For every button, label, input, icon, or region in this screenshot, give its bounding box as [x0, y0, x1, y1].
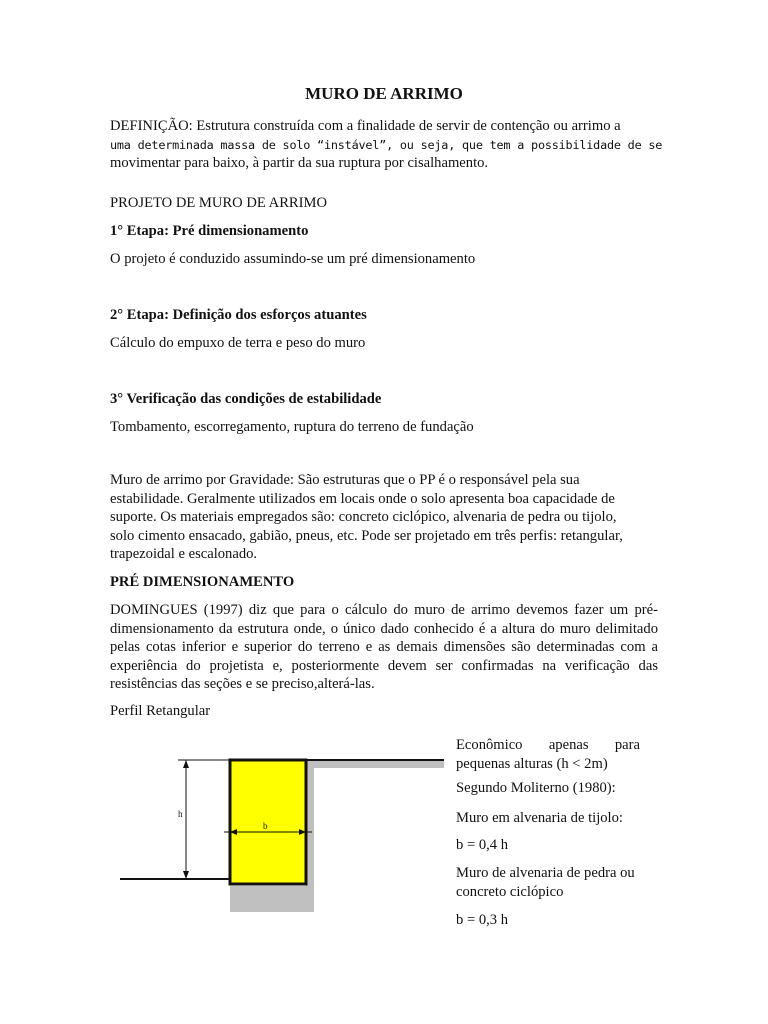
retaining-wall-figure [120, 726, 450, 916]
b-label: b [263, 821, 268, 831]
note-b-pedra: b = 0,3 h [456, 912, 509, 928]
pre-dim-heading: PRÉ DIMENSIONAMENTO [110, 574, 295, 590]
gravity-line: suporte. Os materiais empregados são: concreto ciclópico, alvenaria de pedra ou tijolo, [110, 509, 617, 526]
step-1-heading: 1° Etapa: Pré dimensionamento [110, 223, 309, 239]
project-heading: PROJETO DE MURO DE ARRIMO [110, 195, 328, 211]
domingues-paragraph: DOMINGUES (1997) diz que para o cálculo do muro de arrimo devemos fazer um pré-dimensionamento da estrutura onde, o único dado conhecido é a altura do muro delimitado pelas cotas inferior e superior do terreno e as demais dimensões são determinadas com a experiência do projetista e, posteriormente devem ser confirmadas na verificação das resistências das seções e se preciso,alterá-las. [110, 602, 658, 693]
step-3-text: Tombamento, escorregamento, ruptura do terreno de fundação [110, 419, 474, 435]
wall-body [230, 760, 306, 884]
soil-shadow-right [306, 760, 444, 768]
definition-paragraph [110, 117, 663, 173]
step-2-text: Cálculo do empuxo de terra e peso do muro [110, 335, 366, 351]
step-2-heading: 2° Etapa: Definição dos esforços atuantes [110, 307, 367, 323]
gravity-line: trapezoidal e escalonado. [110, 546, 258, 563]
definition-line-3: movimentar para baixo, à partir da sua ruptura por cisalhamento. [110, 155, 489, 172]
note-segundo: Segundo Moliterno (1980): [456, 780, 616, 796]
note-b-tijolo: b = 0,4 h [456, 837, 509, 853]
definition-line-2: uma determinada massa de solo “instável”, ou seja, que tem a possibilidade de se [110, 137, 663, 152]
h-arrow-bottom [183, 871, 189, 879]
h-arrow-top [183, 760, 189, 768]
note-tijolo: Muro em alvenaria de tijolo: [456, 810, 623, 826]
perfil-label: Perfil Retangular [110, 703, 211, 719]
soil-shadow-bottom [230, 886, 314, 912]
gravity-line: Muro de arrimo por Gravidade: São estruturas que o PP é o responsável pela sua [110, 472, 580, 488]
note-pedra: Muro de alvenaria de pedra ou concreto ciclópico [456, 865, 635, 900]
gravity-line: solo cimento ensacado, gabião, pneus, etc. Pode ser projetado em três perfis: retangular, [110, 527, 623, 544]
h-label: h [178, 809, 183, 819]
gravity-line: estabilidade. Geralmente utilizados em locais onde o solo apresenta boa capacidade de [110, 490, 615, 507]
document-title: MURO DE ARRIMO [305, 84, 463, 103]
step-3-heading: 3° Verificação das condições de estabilidade [110, 391, 382, 407]
gravity-paragraph [110, 471, 658, 564]
step-1-text: O projeto é conduzido assumindo-se um pré dimensionamento [110, 251, 476, 267]
definition-line-1: DEFINIÇÃO: Estrutura construída com a finalidade de servir de contenção ou arrimo a [110, 118, 621, 134]
note-economico: Econômico apenas para pequenas alturas (h < 2m) [456, 737, 640, 772]
